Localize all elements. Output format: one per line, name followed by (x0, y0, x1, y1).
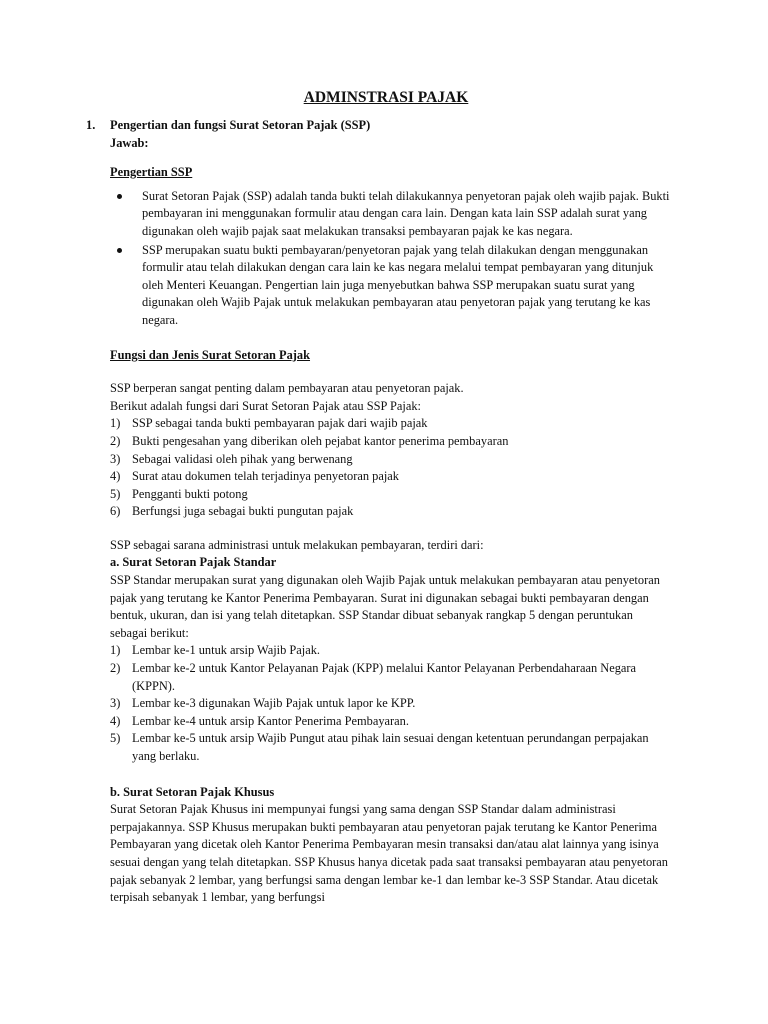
bullet-text: Surat Setoran Pajak (SSP) adalah tanda bukti telah dilakukannya penyetoran pajak oleh wajib pajak. Bukti pembayaran ini menggunakan formulir atau dengan cara lain. Dengan kata lain SSP adalah surat yang digunakan oleh wajib pajak saat melakukan transaksi pembayaran pajak ke kas negara. (142, 188, 670, 238)
list-text: Lembar ke-1 untuk arsip Wajib Pajak. (132, 643, 321, 658)
list-item (110, 433, 670, 451)
answer-label: Jawab: (110, 135, 149, 150)
list-text: SSP sebagai tanda bukti pembayaran pajak dari wajib pajak (132, 416, 428, 431)
question-row (86, 117, 670, 152)
list-text: Berfungsi juga sebagai bukti pungutan pajak (132, 504, 354, 519)
list-text: Lembar ke-2 untuk Kantor Pelayanan Pajak (KPP) melalui Kantor Pelayanan Perbendaharaan Negara (KPPN). (132, 661, 637, 693)
list-item (110, 486, 670, 504)
list-text: Sebagai validasi oleh pihak yang berwenang (132, 451, 353, 466)
function-list (110, 415, 670, 521)
list-item (110, 642, 670, 660)
paragraph-intro-2: Berikut adalah fungsi dari Surat Setoran Pajak atau SSP Pajak: (110, 398, 421, 413)
list-text: Lembar ke-3 digunakan Wajib Pajak untuk lapor ke KPP. (132, 696, 416, 711)
list-number: 2) (110, 661, 121, 676)
list-number: 3) (110, 696, 121, 711)
subsection-heading-standar: a. Surat Setoran Pajak Standar (110, 555, 277, 570)
document-content (86, 88, 670, 907)
list-number: 4) (110, 469, 121, 484)
bullet-icon (117, 248, 122, 253)
question-number: 1. (86, 118, 96, 132)
list-text: Bukti pengesahan yang diberikan oleh pejabat kantor penerima pembayaran (132, 433, 509, 448)
list-text: Lembar ke-5 untuk arsip Wajib Pungut atau pihak lain sesuai dengan ketentuan perundangan perpajakan yang berlaku. (132, 731, 649, 763)
list-number: 6) (110, 504, 121, 519)
bullet-text: SSP merupakan suatu bukti pembayaran/penyetoran pajak yang telah dilakukan dengan menggunakan formulir atau telah dilakukan dengan cara lain ke kas negara melalui tempat pembayaran yang ditunjuk oleh Menteri Keuangan. Pengertian lain juga menyebutkan bahwa SSP merupakan suatu surat yang digunakan oleh Wajib Pajak untuk melakukan pembayaran atau penyetoran pajak yang terutang ke kas negara. (142, 242, 654, 327)
list-item (110, 468, 670, 486)
list-item (110, 242, 670, 330)
definition-bullet-list (110, 188, 670, 330)
list-number: 3) (110, 451, 121, 466)
paragraph-standar: SSP Standar merupakan surat yang digunakan oleh Wajib Pajak untuk melakukan pembayaran atau penyetoran pajak yang terutang ke Kantor Penerima Pembayaran. Surat ini digunakan sebagai bukti pembayaran dengan bentuk, ukuran, dan isi yang telah ditetapkan. SSP Standar dibuat sebanyak rangkap 5 dengan peruntukan sebagai berikut: (110, 573, 660, 640)
list-number: 2) (110, 433, 121, 448)
list-number: 5) (110, 486, 121, 501)
list-item (110, 451, 670, 469)
list-item (110, 188, 670, 241)
paragraph-intro-1: SSP berperan sangat penting dalam pembayaran atau penyetoran pajak. (110, 381, 464, 396)
list-text: Surat atau dokumen telah terjadinya penyetoran pajak (132, 469, 399, 484)
lembar-list (110, 642, 670, 765)
question-text: Pengertian dan fungsi Surat Setoran Pajak (SSP) (110, 118, 371, 132)
section-heading-fungsi: Fungsi dan Jenis Surat Setoran Pajak (110, 347, 311, 362)
paragraph-khusus: Surat Setoran Pajak Khusus ini mempunyai fungsi yang sama dengan SSP Standar dalam administrasi perpajakannya. SSP Khusus merupakan bukti pembayaran atau penyetoran pajak terutang ke Kantor Penerima Pembayaran yang dicetak oleh Kantor Penerima Pembayaran mesin transaksi dan/atau alat lainnya yang isinya sesuai dengan yang telah ditetapkan. SSP Khusus hanya dicetak pada saat transaksi pembayaran atau penyetoran pajak sebanyak 2 lembar, yang berfungsi sama dengan lembar ke-1 dan lembar ke-3 SSP Standar. Atau dicetak terpisah sebanyak 1 lembar, yang berfungsi (110, 802, 668, 905)
list-number: 1) (110, 416, 121, 431)
document-title: ADMINSTRASI PAJAK (303, 89, 469, 106)
list-item (110, 730, 670, 765)
list-item (110, 713, 670, 731)
subsection-heading-khusus: b. Surat Setoran Pajak Khusus (110, 784, 275, 799)
paragraph-types-intro: SSP sebagai sarana administrasi untuk melakukan pembayaran, terdiri dari: (110, 537, 484, 552)
bullet-icon (117, 194, 122, 199)
list-number: 5) (110, 731, 121, 746)
list-item (110, 503, 670, 521)
question-block (110, 117, 370, 152)
list-item (110, 660, 670, 695)
list-text: Lembar ke-4 untuk arsip Kantor Penerima Pembayaran. (132, 713, 409, 728)
list-number: 4) (110, 713, 121, 728)
list-item (110, 415, 670, 433)
section-heading-pengertian: Pengertian SSP (110, 165, 193, 180)
list-text: Pengganti bukti potong (132, 486, 248, 501)
list-item (110, 695, 670, 713)
list-number: 1) (110, 643, 121, 658)
